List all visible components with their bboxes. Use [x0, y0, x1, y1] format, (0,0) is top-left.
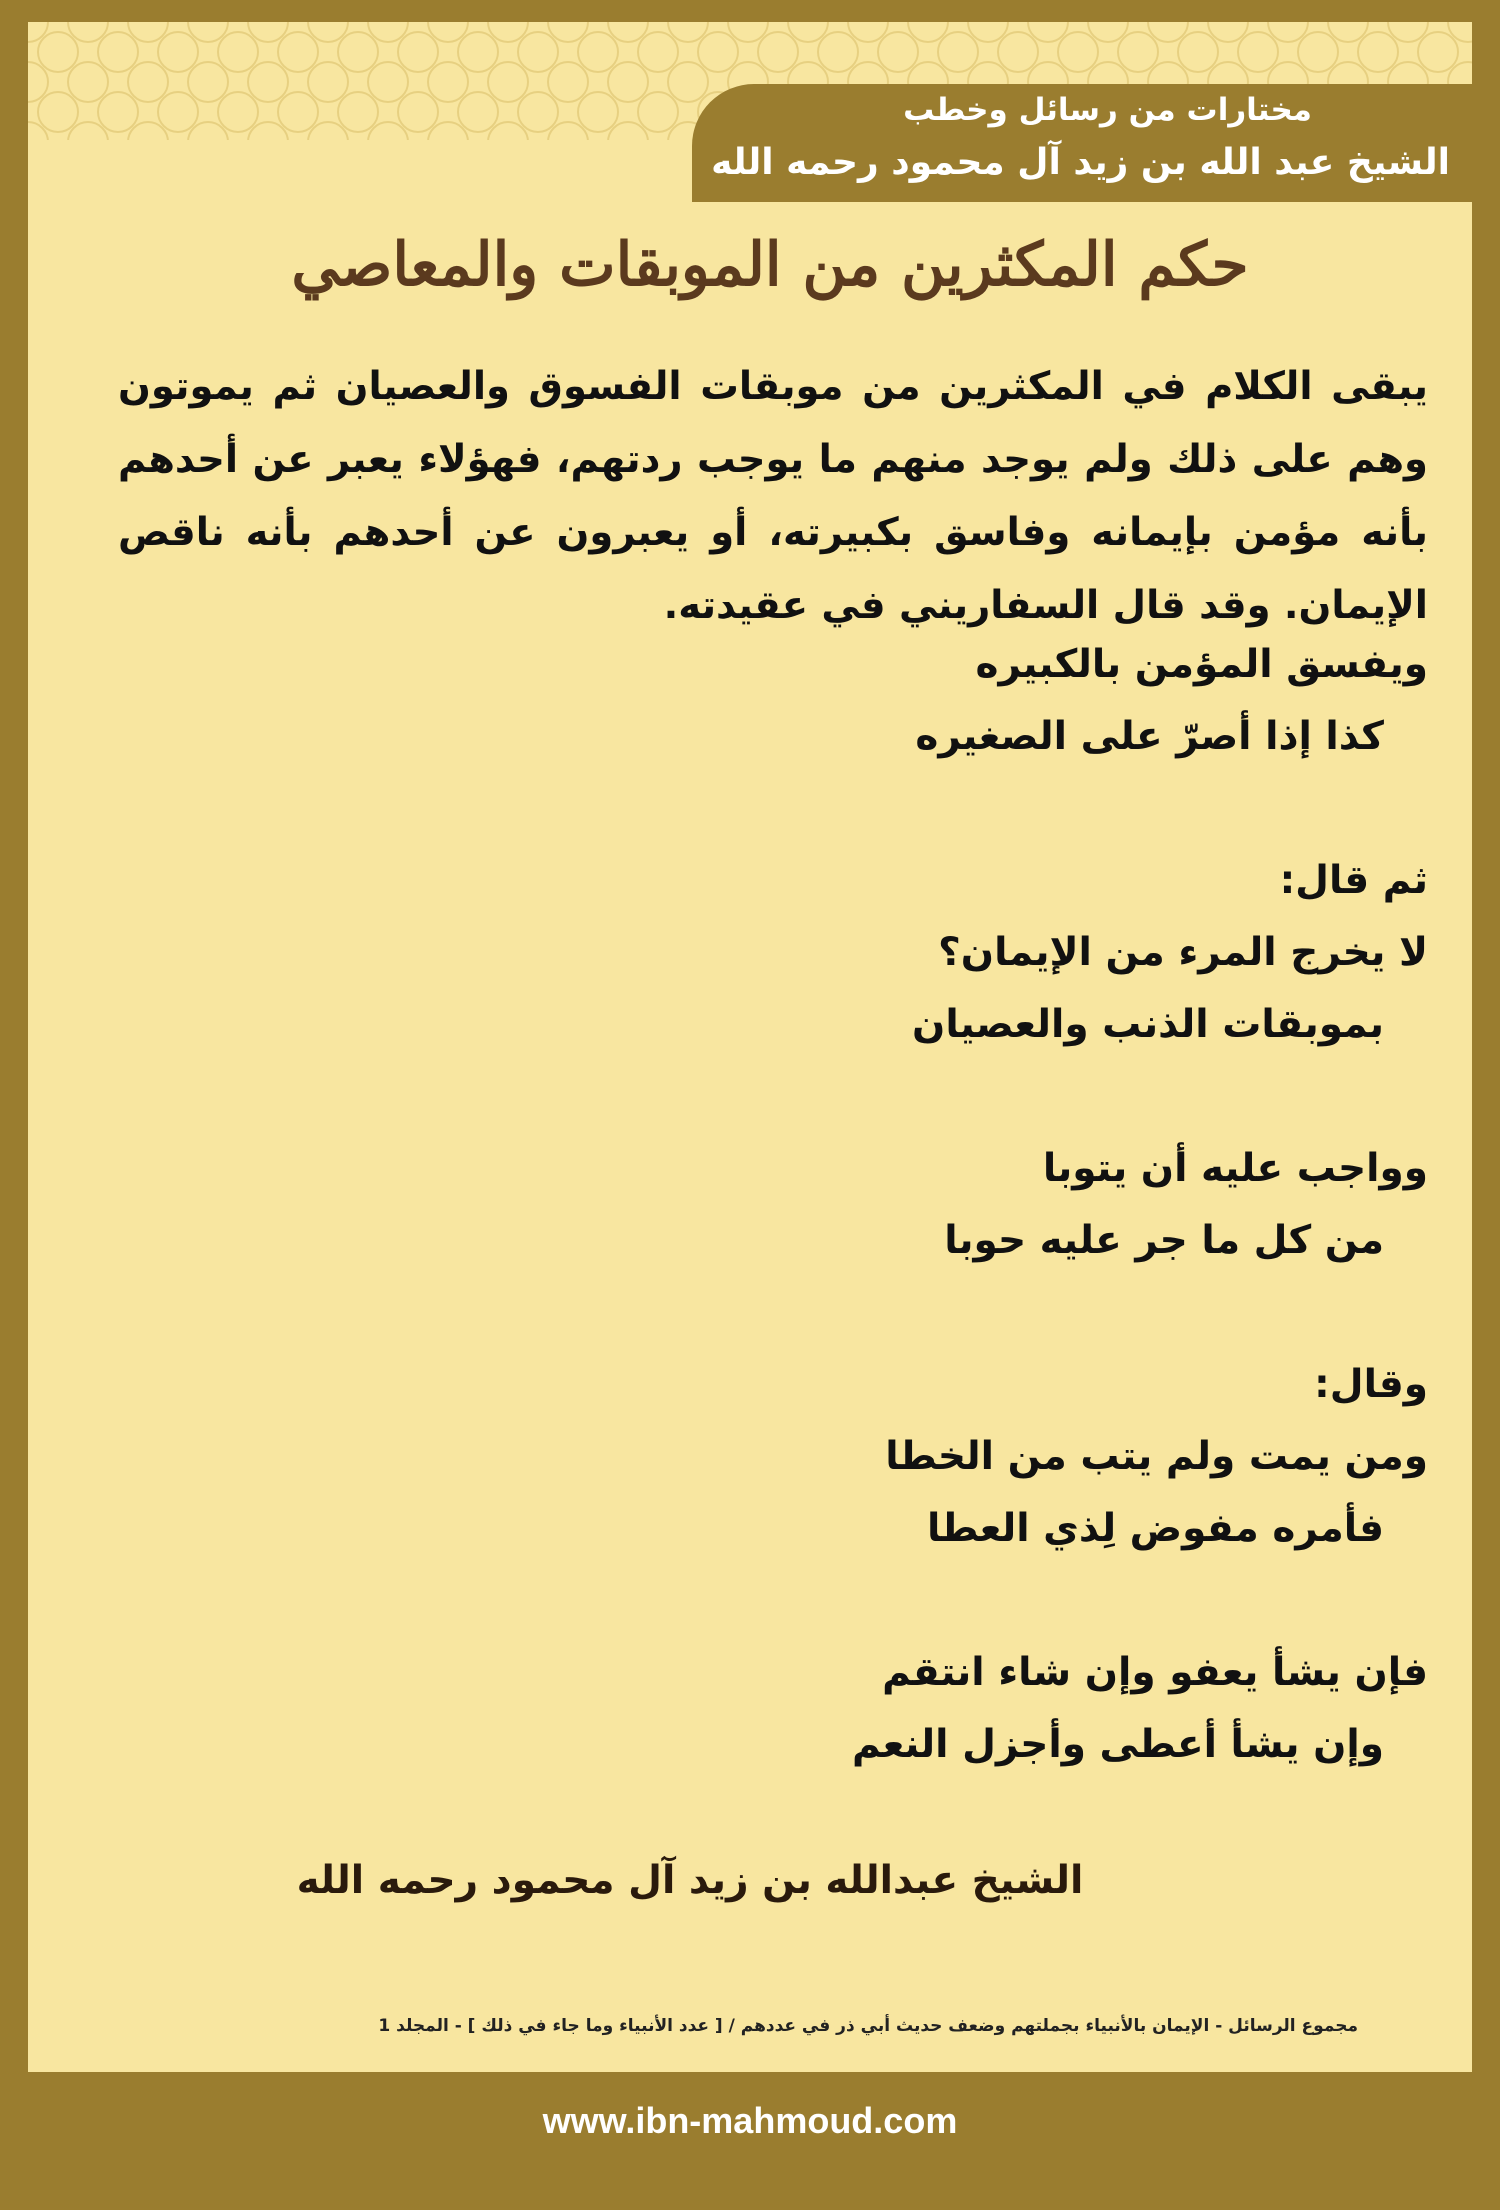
header-author: الشيخ عبد الله بن زيد آل محمود رحمه الله: [711, 142, 1450, 183]
verse-line: وواجب عليه أن يتوبا: [1042, 1146, 1428, 1191]
verse-line: من كل ما جر عليه حوبا: [944, 1218, 1384, 1263]
verse-intro-label: وقال:: [1314, 1362, 1428, 1407]
header-subtitle: مختارات من رسائل وخطب: [903, 92, 1312, 128]
page-title: حكم المكثرين من الموبقات والمعاصي: [291, 230, 1249, 300]
source-reference: مجموع الرسائل - الإيمان بالأنبياء بجملتهم وضعف حديث أبي ذر في عددهم / [ عدد الأنبياء وما جاء في ذلك ] - المجلد 1: [378, 2016, 1358, 2036]
verse-line: ومن يمت ولم يتب من الخطا: [885, 1434, 1428, 1479]
verse-line: كذا إذا أصرّ على الصغيره: [915, 714, 1384, 759]
footer-bar: [28, 2072, 1472, 2188]
signature: الشيخ عبدالله بن زيد آل محمود رحمه الله: [296, 1858, 1084, 1903]
verse-line: فأمره مفوض لِذي العطا: [926, 1506, 1384, 1551]
verse-line: بموبقات الذنب والعصيان: [912, 1002, 1384, 1047]
header-ribbon: [692, 84, 1472, 202]
verse-line: فإن يشأ يعفو وإن شاء انتقم: [882, 1650, 1428, 1695]
document-page: [28, 22, 1472, 2188]
intro-paragraph: يبقى الكلام في المكثرين من موبقات الفسوق والعصيان ثم يموتون وهم على ذلك ولم يوجد منهم ما يوجب ردتهم، فهؤلاء يعبر عن أحدهم بأنه مؤمن بإيمانه وفاسق بكبيرته، أو يعبرون عن أحدهم بأنه ناقص الإيمان. وقد قال السفاريني في عقيدته.: [118, 364, 1428, 628]
verse-line: لا يخرج المرء من الإيمان؟: [938, 930, 1428, 975]
verse-intro-label: ثم قال:: [1279, 858, 1428, 903]
website-link[interactable]: www.ibn-mahmoud.com: [542, 2100, 958, 2141]
verse-line: ويفسق المؤمن بالكبيره: [975, 642, 1428, 687]
verse-line: وإن يشأ أعطى وأجزل النعم: [852, 1722, 1384, 1767]
